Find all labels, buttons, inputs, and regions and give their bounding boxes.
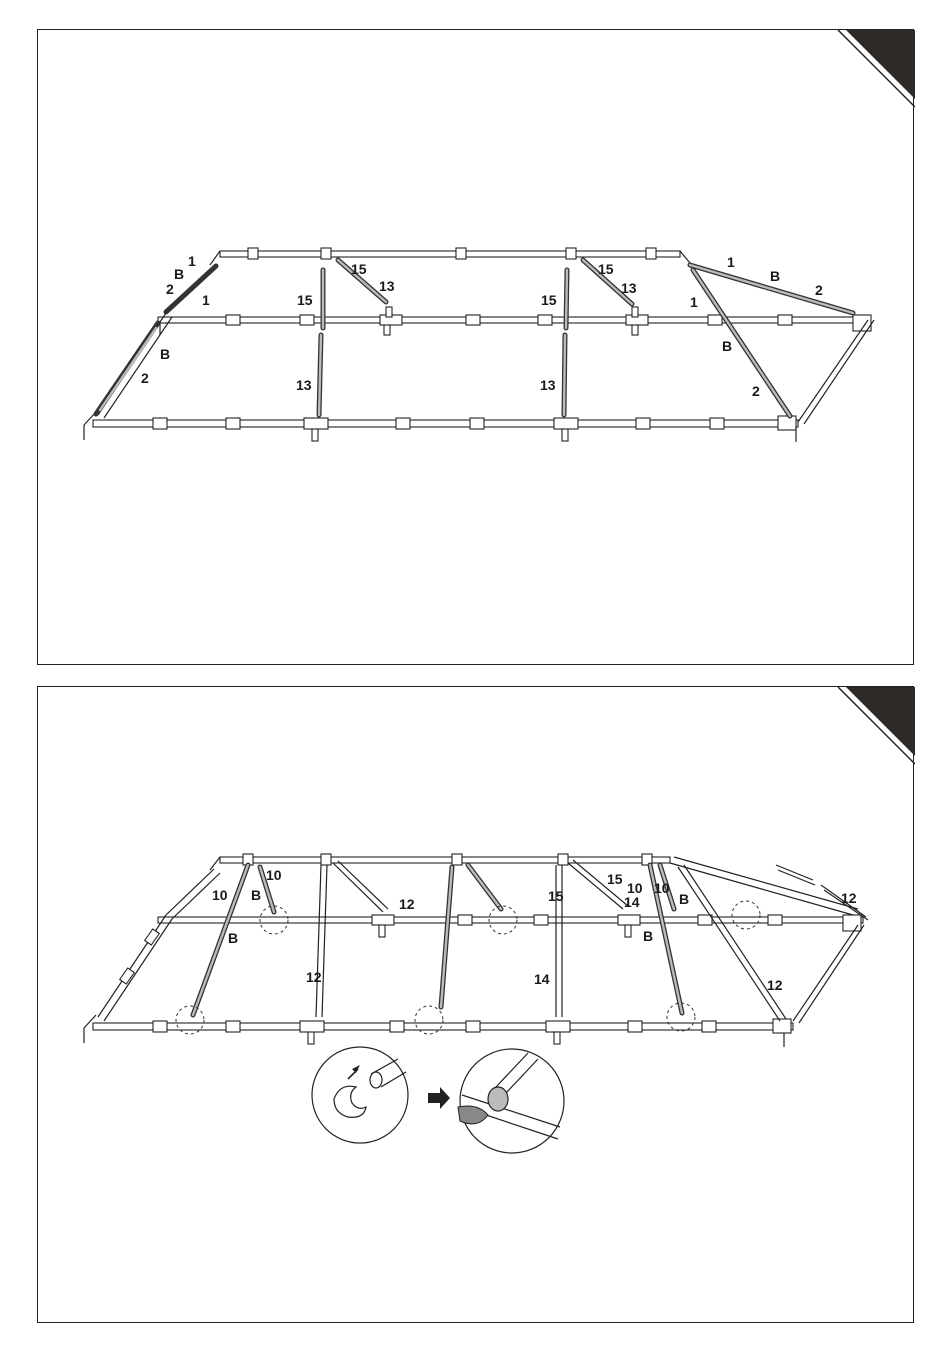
step-2-frame-diagram	[38, 687, 915, 1324]
step-2-panel	[37, 686, 914, 1323]
label-12: 12	[767, 977, 783, 993]
label-10: 10	[627, 880, 643, 896]
connector	[248, 248, 258, 259]
middle-rail	[158, 307, 871, 335]
label-b: B	[722, 338, 733, 354]
label-1: 1	[188, 253, 196, 269]
label-b: B	[160, 346, 171, 362]
clip-detail-right	[458, 1049, 564, 1153]
label-13: 13	[621, 280, 637, 296]
bottom-rail	[84, 1015, 793, 1047]
label-2: 2	[752, 383, 760, 399]
corner-tab	[838, 687, 915, 764]
label-1: 1	[202, 292, 210, 308]
label-15: 15	[541, 292, 557, 308]
label-12: 12	[399, 896, 415, 912]
label-b: B	[643, 928, 654, 944]
label-b: B	[251, 887, 262, 903]
label-14: 14	[624, 894, 640, 910]
label-12: 12	[306, 969, 322, 985]
label-13: 13	[379, 278, 395, 294]
bottom-rail	[84, 412, 798, 442]
label-14: 14	[534, 971, 550, 987]
cross-poles	[319, 260, 632, 415]
label-2: 2	[141, 370, 149, 386]
label-13: 13	[296, 377, 312, 393]
right-slope	[670, 857, 868, 1023]
corner-tab	[838, 30, 915, 107]
middle-rail	[158, 915, 863, 937]
label-1: 1	[690, 294, 698, 310]
label-10: 10	[212, 887, 228, 903]
label-2: 2	[166, 281, 174, 297]
label-10: 10	[266, 867, 282, 883]
right-slope	[690, 265, 874, 424]
left-slope	[96, 266, 216, 418]
label-15: 15	[598, 261, 614, 277]
label-b: B	[174, 266, 185, 282]
label-10: 10	[654, 880, 670, 896]
label-15: 15	[548, 888, 564, 904]
clip-detail-left	[312, 1047, 408, 1143]
label-13: 13	[540, 377, 556, 393]
label-2: 2	[815, 282, 823, 298]
arrow-icon	[428, 1087, 450, 1109]
label-b: B	[770, 268, 781, 284]
label-1: 1	[727, 254, 735, 270]
step-1-panel	[37, 29, 914, 665]
step-1-frame-diagram	[38, 30, 915, 666]
label-15: 15	[607, 871, 623, 887]
ridge-frame	[210, 248, 690, 265]
label-15: 15	[297, 292, 313, 308]
label-b: B	[679, 891, 690, 907]
label-15: 15	[351, 261, 367, 277]
label-12: 12	[841, 890, 857, 906]
label-b: B	[228, 930, 239, 946]
